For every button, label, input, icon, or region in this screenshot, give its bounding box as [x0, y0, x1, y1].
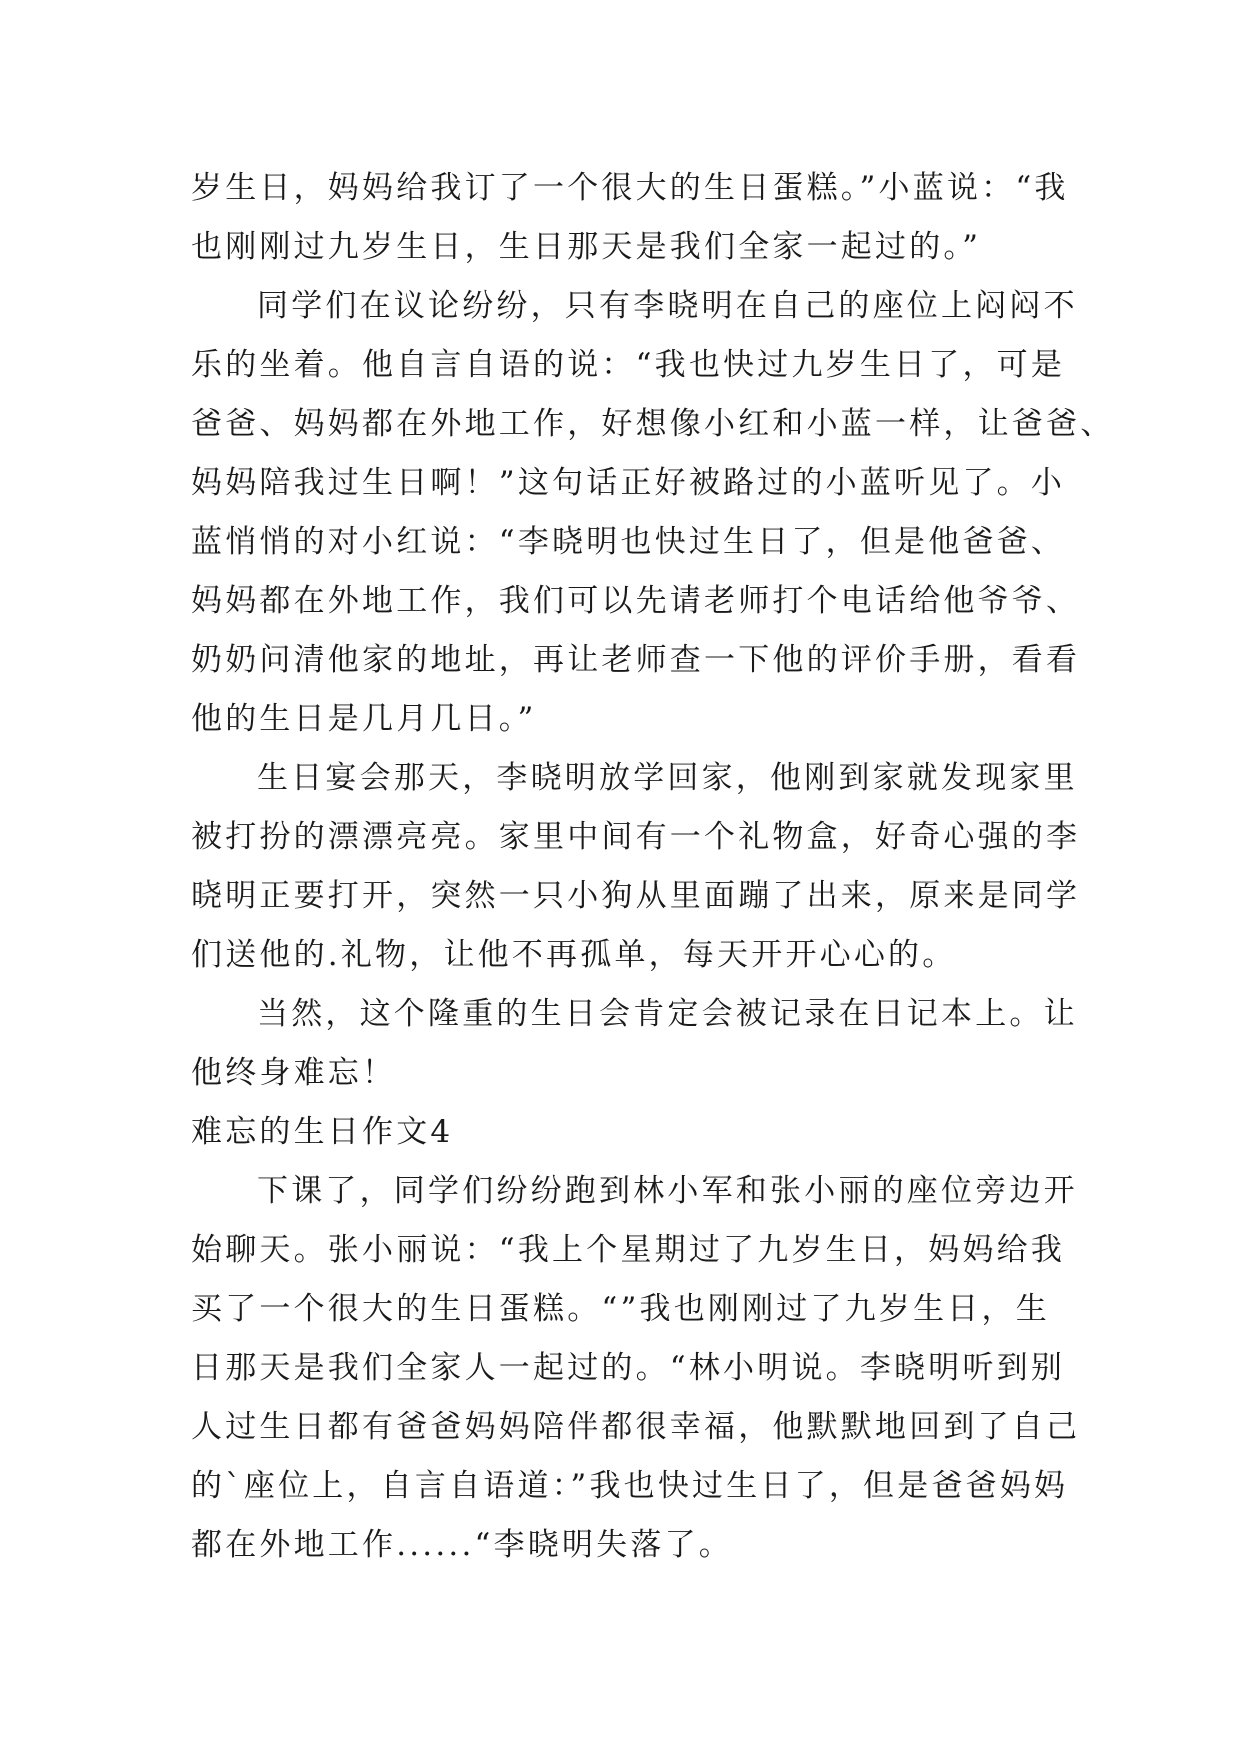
text-line: 们送他的.礼物，让他不再孤单，每天开开心心的。: [191, 937, 957, 973]
paragraph-start-line: 下课了，同学们纷纷跑到林小军和张小丽的座位旁边开: [257, 1173, 1078, 1209]
paragraph-start-line: 生日宴会那天，李晓明放学回家，他刚到家就发现家里: [257, 760, 1078, 796]
text-line: 岁生日，妈妈给我订了一个很大的生日蛋糕。”小蓝说：“我: [191, 170, 1069, 206]
text-line: 被打扮的漂漂亮亮。家里中间有一个礼物盒，好奇心强的李: [191, 819, 1081, 855]
text-line: 始聊天。张小丽说：“我上个星期过了九岁生日，妈妈给我: [191, 1232, 1066, 1268]
text-line: 他的生日是几月几日。”: [191, 701, 537, 737]
text-line: 人过生日都有爸爸妈妈陪伴都很幸福，他默默地回到了自己: [191, 1409, 1081, 1445]
section-heading: 难忘的生日作文4: [191, 1114, 454, 1150]
text-line: 都在外地工作......“李晓明失落了。: [191, 1527, 733, 1563]
text-line: 他终身难忘！: [191, 1055, 397, 1091]
text-line: 晓明正要打开，突然一只小狗从里面蹦了出来，原来是同学: [191, 878, 1081, 914]
paragraph-start-line: 当然，这个隆重的生日会肯定会被记录在日记本上。让: [257, 996, 1078, 1032]
text-line: 妈妈陪我过生日啊！”这句话正好被路过的小蓝听见了。小: [191, 465, 1066, 501]
paragraph-start-line: 同学们在议论纷纷，只有李晓明在自己的座位上闷闷不: [257, 288, 1078, 324]
text-line: 妈妈都在外地工作，我们可以先请老师打个电话给他爷爷、: [191, 583, 1081, 619]
text-line: 乐的坐着。他自言自语的说：“我也快过九岁生日了，可是: [191, 347, 1066, 383]
text-line: 日那天是我们全家人一起过的。“林小明说。李晓明听到别: [191, 1350, 1066, 1386]
text-line: 蓝悄悄的对小红说：“李晓明也快过生日了，但是他爸爸、: [191, 524, 1066, 560]
text-line: 也刚刚过九岁生日，生日那天是我们全家一起过的。”: [191, 229, 982, 265]
text-line: 的`座位上，自言自语道：”我也快过生日了，但是爸爸妈妈: [191, 1468, 1069, 1504]
text-line: 爸爸、妈妈都在外地工作，好想像小红和小蓝一样，让爸爸、: [191, 406, 1115, 442]
text-line: 买了一个很大的生日蛋糕。“”我也刚刚过了九岁生日，生: [191, 1291, 1050, 1327]
text-line: 奶奶问清他家的地址，再让老师查一下他的评价手册，看看: [191, 642, 1081, 678]
